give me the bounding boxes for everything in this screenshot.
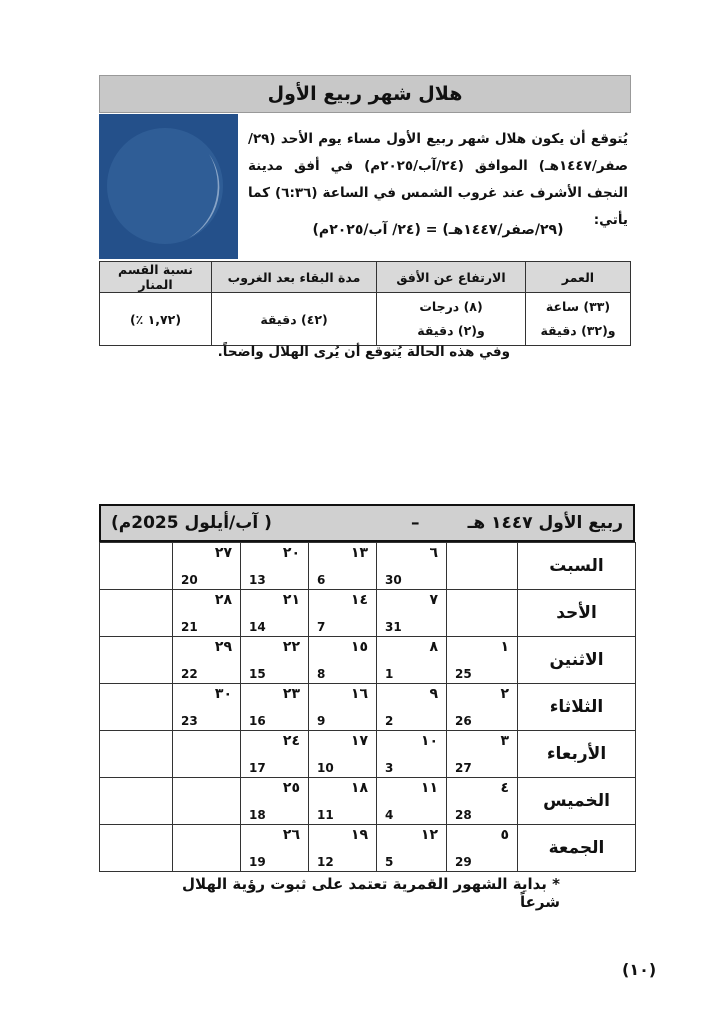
gregorian-date: 12 xyxy=(317,855,334,869)
hijri-date: ٩ xyxy=(429,686,438,702)
hijri-date: ٦ xyxy=(429,545,438,561)
calendar-header xyxy=(99,504,635,542)
visibility-note: وفي هذه الحالة يُتوقع أن يُرى الهلال واضحاً. xyxy=(217,344,510,360)
calendar-date-cell xyxy=(447,543,518,590)
calendar-empty-cell xyxy=(100,543,173,590)
calendar-date-cell xyxy=(173,637,241,684)
calendar-row xyxy=(100,590,636,637)
gregorian-date: 30 xyxy=(385,573,402,587)
page-number: (١٠) xyxy=(622,960,657,979)
calendar-date-cell xyxy=(447,684,518,731)
calendar-date-cell xyxy=(377,637,447,684)
hijri-date: ١٠ xyxy=(420,733,438,749)
calendar-empty-cell xyxy=(100,590,173,637)
hijri-date: ٤ xyxy=(500,780,509,796)
calendar-date-cell xyxy=(447,825,518,872)
gregorian-date: 1 xyxy=(385,667,394,681)
gregorian-date: 3 xyxy=(385,761,394,775)
hijri-date: ١٦ xyxy=(350,686,368,702)
calendar-date-cell xyxy=(447,637,518,684)
calendar-empty-cell xyxy=(100,731,173,778)
calendar-date-cell xyxy=(173,778,241,825)
calendar-date-cell xyxy=(309,590,377,637)
hijri-date: ٧ xyxy=(429,592,438,608)
illumination-cell: (١,٧٢ ٪) xyxy=(100,293,212,346)
hijri-date: ١٥ xyxy=(350,639,368,655)
calendar-row xyxy=(100,684,636,731)
altitude-minutes: و(٢) دقيقة xyxy=(417,323,485,338)
gregorian-date: 10 xyxy=(317,761,334,775)
hijri-date: ١٣ xyxy=(350,545,368,561)
weekday-label: الأحد xyxy=(518,590,636,637)
gregorian-date: 14 xyxy=(249,620,266,634)
hijri-month-label: ربيع الأول ١٤٤٧ هـ xyxy=(467,513,623,533)
hijri-date: ٢٩ xyxy=(214,639,232,655)
age-cell xyxy=(526,293,631,346)
hijri-date: ١١ xyxy=(420,780,438,796)
hijri-date: ٢٢ xyxy=(282,639,300,655)
calendar-row xyxy=(100,825,636,872)
gregorian-date: 26 xyxy=(455,714,472,728)
gregorian-date: 31 xyxy=(385,620,402,634)
calendar-date-cell xyxy=(309,637,377,684)
gregorian-date: 8 xyxy=(317,667,326,681)
weekday-label: الأربعاء xyxy=(518,731,636,778)
calendar-date-cell xyxy=(377,543,447,590)
calendar-date-cell xyxy=(241,543,309,590)
calendar-date-cell xyxy=(377,825,447,872)
gregorian-date: 5 xyxy=(385,855,394,869)
calendar-date-cell xyxy=(309,825,377,872)
calendar-date-cell xyxy=(241,778,309,825)
header-age: العمر xyxy=(526,262,631,293)
hijri-date: ٢١ xyxy=(282,592,300,608)
gregorian-date: 19 xyxy=(249,855,266,869)
moon-info-table xyxy=(99,261,631,346)
gregorian-date: 27 xyxy=(455,761,472,775)
gregorian-date: 23 xyxy=(181,714,198,728)
header-stay-duration: مدة البقاء بعد الغروب xyxy=(212,262,377,293)
gregorian-date: 16 xyxy=(249,714,266,728)
hijri-date: ٨ xyxy=(429,639,438,655)
hijri-date: ٢٧ xyxy=(214,545,232,561)
hijri-date: ٢٣ xyxy=(282,686,300,702)
weekday-label: الاثنين xyxy=(518,637,636,684)
hijri-date: ٥ xyxy=(500,827,509,843)
hijri-date: ٢٤ xyxy=(282,733,300,749)
gregorian-date: 29 xyxy=(455,855,472,869)
gregorian-date: 20 xyxy=(181,573,198,587)
calendar-date-cell xyxy=(377,731,447,778)
header-dash: – xyxy=(411,513,420,533)
calendar-empty-cell xyxy=(100,684,173,731)
gregorian-date: 11 xyxy=(317,808,334,822)
calendar-date-cell xyxy=(241,637,309,684)
age-minutes: و(٣٢) دقيقة xyxy=(540,323,616,338)
crescent-moon-image xyxy=(99,114,238,259)
weekday-label: الثلاثاء xyxy=(518,684,636,731)
hijri-date: ٣٠ xyxy=(214,686,232,702)
calendar-date-cell xyxy=(173,590,241,637)
gregorian-date: 9 xyxy=(317,714,326,728)
calendar-row xyxy=(100,637,636,684)
hijri-date: ١٢ xyxy=(420,827,438,843)
header-altitude: الارتفاع عن الأفق xyxy=(377,262,526,293)
calendar-empty-cell xyxy=(100,825,173,872)
intro-paragraph: يُتوقع أن يكون هلال شهر ربيع الأول مساء يوم الأحد (٢٩/صفر/١٤٤٧هـ) الموافق (٢٤/آب/٢٠٢٥م) في أفق مدينة النجف الأشرف عند غروب الشمس في الساعة (٦:٣٦) كما يأتي: xyxy=(248,131,628,228)
footnote: * بداية الشهور القمرية تعتمد على ثبوت رؤية الهلال شرعاً xyxy=(182,875,560,911)
hijri-date: ١٧ xyxy=(350,733,368,749)
calendar-date-cell xyxy=(241,731,309,778)
calendar-date-cell xyxy=(241,684,309,731)
calendar-date-cell xyxy=(309,731,377,778)
gregorian-date: 13 xyxy=(249,573,266,587)
weekday-label: السبت xyxy=(518,543,636,590)
page-title: هلال شهر ربيع الأول xyxy=(99,75,631,113)
calendar-row xyxy=(100,731,636,778)
stay-duration-cell: (٤٢) دقيقة xyxy=(212,293,377,346)
gregorian-date: 6 xyxy=(317,573,326,587)
date-equation: (٢٩/صفر/١٤٤٧هـ) = (٢٤/ آب/٢٠٢٥م) xyxy=(312,222,564,238)
calendar-date-cell xyxy=(377,684,447,731)
header-illumination: نسبة القسم المنار xyxy=(100,262,212,293)
gregorian-date: 15 xyxy=(249,667,266,681)
calendar-date-cell xyxy=(447,778,518,825)
calendar-row xyxy=(100,778,636,825)
calendar-date-cell xyxy=(173,684,241,731)
gregorian-date: 28 xyxy=(455,808,472,822)
gregorian-date: 4 xyxy=(385,808,394,822)
weekday-label: الجمعة xyxy=(518,825,636,872)
calendar-date-cell xyxy=(309,684,377,731)
calendar-empty-cell xyxy=(100,778,173,825)
calendar-grid xyxy=(99,542,636,872)
hijri-date: ١٤ xyxy=(350,592,368,608)
calendar-date-cell xyxy=(447,731,518,778)
hijri-date: ٣ xyxy=(500,733,509,749)
altitude-cell xyxy=(377,293,526,346)
calendar-date-cell xyxy=(173,825,241,872)
calendar-date-cell xyxy=(377,590,447,637)
hijri-date: ١٨ xyxy=(350,780,368,796)
age-hours: (٣٣) ساعة xyxy=(545,299,611,314)
hijri-date: ٢٥ xyxy=(282,780,300,796)
gregorian-date: 18 xyxy=(249,808,266,822)
gregorian-date: 2 xyxy=(385,714,394,728)
gregorian-months-label: ( آب/أيلول 2025م) xyxy=(111,513,272,533)
calendar-date-cell xyxy=(241,825,309,872)
gregorian-date: 22 xyxy=(181,667,198,681)
calendar-date-cell xyxy=(173,543,241,590)
gregorian-date: 17 xyxy=(249,761,266,775)
hijri-date: ٢٦ xyxy=(282,827,300,843)
calendar-date-cell xyxy=(309,543,377,590)
gregorian-date: 21 xyxy=(181,620,198,634)
altitude-degrees: (٨) درجات xyxy=(419,299,483,314)
weekday-label: الخميس xyxy=(518,778,636,825)
calendar-date-cell xyxy=(309,778,377,825)
hijri-date: ٢٠ xyxy=(282,545,300,561)
calendar-row xyxy=(100,543,636,590)
gregorian-date: 7 xyxy=(317,620,326,634)
calendar-empty-cell xyxy=(100,637,173,684)
hijri-date: ١٩ xyxy=(350,827,368,843)
calendar-date-cell xyxy=(173,731,241,778)
hijri-date: ٢ xyxy=(500,686,509,702)
calendar-date-cell xyxy=(447,590,518,637)
calendar-date-cell xyxy=(241,590,309,637)
calendar-date-cell xyxy=(377,778,447,825)
hijri-date: ٢٨ xyxy=(214,592,232,608)
gregorian-date: 25 xyxy=(455,667,472,681)
hijri-date: ١ xyxy=(500,639,509,655)
